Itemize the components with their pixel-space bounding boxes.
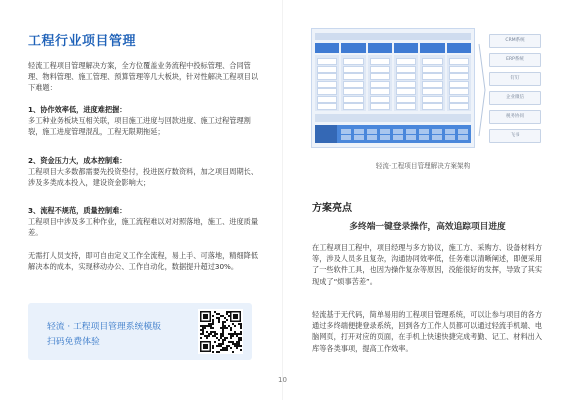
module-cell <box>449 73 469 80</box>
module-cell <box>396 66 416 73</box>
module-column <box>341 55 365 111</box>
base-layer-block <box>432 129 442 134</box>
highlight-paragraph-2: 轻流基于无代码，简单易用的工程项目管理系统，可以让参与项目的各方通过多终端便捷登录系统，回到各方工作人员都可以通过轻流手机端、电脑网页，打开对应的页面，在手机上快速快捷完成考勤、记工、材料出入库等各类事项，提高工作效率。 <box>312 310 543 353</box>
problem-3-heading: 3、流程不规范，质量控制难： <box>28 206 127 215</box>
integration-item: CRM系统 <box>489 34 541 48</box>
base-layer-block <box>341 129 351 134</box>
module-cell <box>396 88 416 95</box>
module-cell <box>449 58 469 65</box>
module-cell <box>422 103 442 110</box>
base-layer <box>315 125 471 143</box>
module-cell <box>422 88 442 95</box>
module-cell <box>396 96 416 103</box>
problem-3-body: 工程项目中涉及多工种作业，施工流程难以对对照落地，施工、进度质量差。 <box>28 217 259 238</box>
module-cell <box>370 66 390 73</box>
module-header <box>420 43 444 53</box>
module-cell <box>422 66 442 73</box>
base-layer-block <box>367 129 377 134</box>
module-cell <box>370 103 390 110</box>
module-cell <box>396 58 416 65</box>
module-cell <box>396 73 416 80</box>
page-gutter <box>282 0 283 400</box>
qr-promo-card[interactable] <box>28 303 252 360</box>
module-cell <box>317 88 337 95</box>
base-layer-block <box>458 135 468 140</box>
base-layer-block <box>419 129 429 134</box>
connector-arrow-icon <box>477 42 487 138</box>
qr-code-icon[interactable] <box>198 309 243 354</box>
module-column <box>420 55 444 111</box>
module-cell <box>370 73 390 80</box>
base-layer-block <box>445 129 455 134</box>
module-cell <box>317 96 337 103</box>
base-layer-block <box>354 135 364 140</box>
module-header <box>341 43 365 53</box>
summary-paragraph: 无需打人员支持，即可自由定义工作全流程，易上手、可落地，精细降低解决本的成本，实现移动办公、工作自动化，数据提升超过30%。 <box>28 251 259 272</box>
module-cell <box>370 96 390 103</box>
base-layer-block <box>367 135 377 140</box>
section-subtitle: 多终端一键登录操作，高效追踪项目进度 <box>349 222 506 232</box>
highlight-paragraph-1: 在工程项目工程中，项目经理与多方协议，施工方、采购方、设备材料方等，涉及人员多且复杂，沟通协同效率低，任务难以清晰阐述，即便采用了一些软件工具，也因为操作复杂等原因，没能很好的发挥，导致了其实现成了“烦事苦差”。 <box>312 243 543 286</box>
module-cell <box>343 88 363 95</box>
page-title: 工程行业项目管理 <box>28 34 137 49</box>
qr-card-subtitle: 扫码免费体验 <box>47 337 100 347</box>
module-cell <box>449 103 469 110</box>
module-cell <box>449 88 469 95</box>
module-header-row <box>315 43 471 53</box>
base-layer-block <box>445 135 455 140</box>
problem-1 <box>28 104 264 138</box>
module-cell <box>422 73 442 80</box>
base-layer-block <box>380 135 390 140</box>
problem-3 <box>28 205 264 239</box>
base-layer-block <box>419 135 429 140</box>
architecture-diagram <box>311 28 543 150</box>
module-header <box>315 43 339 53</box>
module-cell <box>343 81 363 88</box>
base-layer-block <box>354 129 364 134</box>
integration-item: ERP系统 <box>489 53 541 67</box>
module-cell <box>343 73 363 80</box>
module-header <box>394 43 418 53</box>
base-layer-block <box>432 135 442 140</box>
qr-card-title: 轻流 · 工程项目管理系统模版 <box>47 322 161 332</box>
integration-item: 钉钉 <box>489 72 541 86</box>
problem-1-body: 多工种业务板块互相关联，项目施工进度与回款进度、施工过程管理割裂，施工进度管理混乱，工程无限期拖延； <box>28 116 251 137</box>
problem-1-heading: 1、协作效率低，进度难把握： <box>28 105 127 114</box>
module-header <box>447 43 471 53</box>
module-cell <box>422 96 442 103</box>
integration-item: 税务协同 <box>489 110 541 124</box>
base-layer-block <box>380 129 390 134</box>
platform-block <box>311 28 475 148</box>
middle-layer <box>315 114 471 122</box>
module-cell <box>422 58 442 65</box>
integration-item: 企业微信 <box>489 91 541 105</box>
page-number: 10 <box>278 376 287 384</box>
module-column <box>315 55 339 111</box>
module-cell <box>449 66 469 73</box>
module-cell <box>317 73 337 80</box>
base-layer-cap <box>315 125 337 143</box>
module-cell <box>422 81 442 88</box>
module-cell <box>396 103 416 110</box>
module-column <box>368 55 392 111</box>
problem-2-body: 工程项目大多数都需要先投资垫付，投进医疗数资料，加之项目周期长、涉及多类成本投入，建设资金影响大； <box>28 167 259 188</box>
module-column <box>447 55 471 111</box>
base-layer-block <box>393 129 403 134</box>
section-title: 方案亮点 <box>312 203 352 214</box>
module-cell <box>343 66 363 73</box>
module-cell <box>370 58 390 65</box>
module-cell <box>396 81 416 88</box>
base-layer-block <box>393 135 403 140</box>
module-cell <box>343 103 363 110</box>
module-column <box>394 55 418 111</box>
base-layer-block <box>406 129 416 134</box>
module-header <box>368 43 392 53</box>
module-cell <box>449 96 469 103</box>
module-cell <box>317 66 337 73</box>
module-cell <box>449 81 469 88</box>
intro-paragraph: 轻流工程项目管理解决方案，全方位覆盖业务流程中投标管理、合同管理、物料管理、施工管理、预算管理等几大板块，针对性解决工程项目以下难题： <box>28 61 259 93</box>
module-cell <box>317 58 337 65</box>
module-columns <box>315 55 471 111</box>
diagram-caption: 轻流·工程项目管理解决方案架构 <box>375 162 471 170</box>
module-cell <box>343 96 363 103</box>
module-cell <box>370 81 390 88</box>
module-cell <box>343 58 363 65</box>
problem-2-heading: 2、资金压力大，成本控制难： <box>28 156 127 165</box>
integration-item: 飞书 <box>489 129 541 143</box>
base-layer-block <box>341 135 351 140</box>
module-cell <box>317 81 337 88</box>
top-strip <box>315 33 471 40</box>
problem-2 <box>28 155 264 189</box>
base-layer-block <box>406 135 416 140</box>
module-cell <box>370 88 390 95</box>
base-layer-block <box>458 129 468 134</box>
module-cell <box>317 103 337 110</box>
